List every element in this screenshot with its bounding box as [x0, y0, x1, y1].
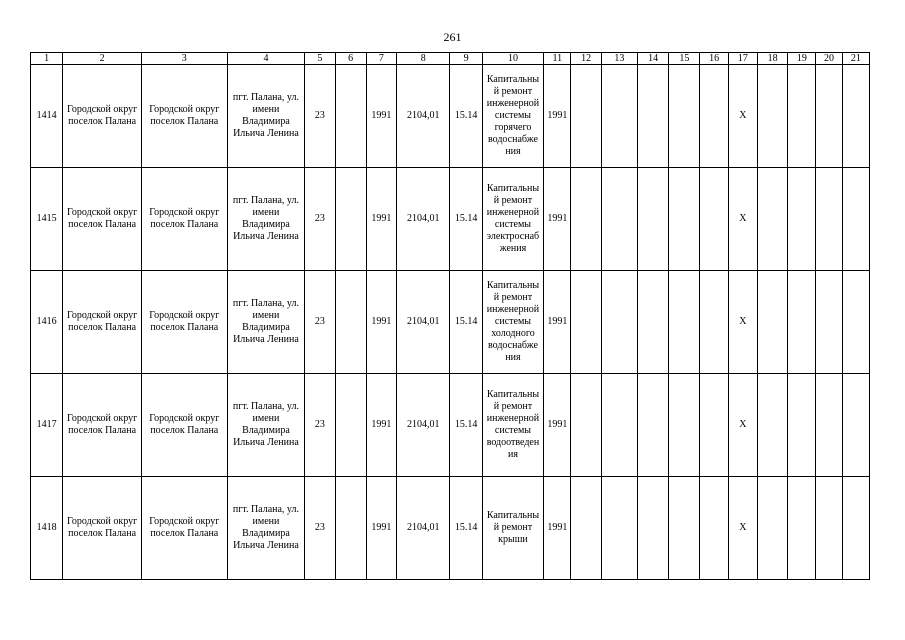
empty-cell — [816, 374, 842, 477]
empty-cell — [700, 168, 728, 271]
empty-cell — [571, 477, 601, 580]
column-header: 4 — [227, 53, 305, 65]
value-cell: 15.14 — [450, 65, 482, 168]
work-type-cell: Капитальны й ремонт инженерной системы водоотведен ия — [482, 374, 544, 477]
empty-cell — [669, 374, 700, 477]
column-header: 15 — [669, 53, 700, 65]
cell — [335, 271, 366, 374]
column-header: 9 — [450, 53, 482, 65]
year-cell: 1991 — [366, 168, 396, 271]
column-header: 7 — [366, 53, 396, 65]
empty-cell — [816, 65, 842, 168]
municipality-cell: Городской округ поселок Палана — [63, 477, 142, 580]
column-header: 19 — [788, 53, 816, 65]
empty-cell — [700, 477, 728, 580]
column-header: 14 — [637, 53, 668, 65]
column-header: 1 — [31, 53, 63, 65]
year-cell: 1991 — [366, 477, 396, 580]
empty-cell — [637, 168, 668, 271]
address-cell: пгт. Палана, ул. имени Владимира Ильича Ленина — [227, 374, 305, 477]
mark-cell: Х — [728, 271, 757, 374]
year-cell: 1991 — [366, 65, 396, 168]
municipality-cell: Городской округ поселок Палана — [63, 271, 142, 374]
cell — [335, 374, 366, 477]
column-header: 18 — [757, 53, 787, 65]
year-cell: 1991 — [366, 271, 396, 374]
empty-cell — [571, 374, 601, 477]
mark-cell: Х — [728, 65, 757, 168]
address-cell: пгт. Палана, ул. имени Владимира Ильича Ленина — [227, 168, 305, 271]
empty-cell — [788, 65, 816, 168]
column-header: 21 — [842, 53, 869, 65]
page-number: 261 — [443, 30, 462, 44]
empty-cell — [842, 477, 869, 580]
work-type-cell: Капитальны й ремонт инженерной системы горячего водоснабже ния — [482, 65, 544, 168]
value-cell: 15.14 — [450, 168, 482, 271]
address-cell: пгт. Палана, ул. имени Владимира Ильича Ленина — [227, 271, 305, 374]
mark-cell: Х — [728, 477, 757, 580]
empty-cell — [700, 271, 728, 374]
address-cell: пгт. Палана, ул. имени Владимира Ильича Ленина — [227, 65, 305, 168]
empty-cell — [571, 65, 601, 168]
empty-cell — [637, 477, 668, 580]
value-cell: 15.14 — [450, 477, 482, 580]
empty-cell — [601, 168, 637, 271]
column-header: 8 — [397, 53, 450, 65]
empty-cell — [788, 271, 816, 374]
empty-cell — [842, 374, 869, 477]
empty-cell — [669, 168, 700, 271]
empty-cell — [601, 271, 637, 374]
empty-cell — [757, 374, 787, 477]
cell — [335, 65, 366, 168]
value-cell: 15.14 — [450, 271, 482, 374]
column-header: 3 — [141, 53, 227, 65]
empty-cell — [816, 477, 842, 580]
empty-cell — [700, 65, 728, 168]
empty-cell — [669, 65, 700, 168]
year-cell: 1991 — [544, 374, 571, 477]
column-header: 5 — [305, 53, 335, 65]
empty-cell — [637, 271, 668, 374]
empty-cell — [669, 271, 700, 374]
address-cell: пгт. Палана, ул. имени Владимира Ильича Ленина — [227, 477, 305, 580]
area-cell: 2104,01 — [397, 271, 450, 374]
table-row — [31, 477, 870, 580]
cell — [335, 477, 366, 580]
column-header: 6 — [335, 53, 366, 65]
empty-cell — [842, 65, 869, 168]
table-row — [31, 168, 870, 271]
area-cell: 2104,01 — [397, 374, 450, 477]
municipality-cell: Городской округ поселок Палана — [63, 65, 142, 168]
work-type-cell: Капитальны й ремонт крыши — [482, 477, 544, 580]
year-cell: 1991 — [544, 477, 571, 580]
year-cell: 1991 — [366, 374, 396, 477]
column-header: 10 — [482, 53, 544, 65]
municipality-cell: Городской округ поселок Палана — [63, 168, 142, 271]
empty-cell — [816, 168, 842, 271]
area-cell: 2104,01 — [397, 477, 450, 580]
work-type-cell: Капитальны й ремонт инженерной системы электроснаб жения — [482, 168, 544, 271]
column-header: 20 — [816, 53, 842, 65]
value-cell: 15.14 — [450, 374, 482, 477]
row-number-cell: 1415 — [31, 168, 63, 271]
empty-cell — [788, 477, 816, 580]
house-number-cell: 23 — [305, 271, 335, 374]
empty-cell — [788, 168, 816, 271]
empty-cell — [757, 477, 787, 580]
settlement-cell: Городской округ поселок Палана — [141, 374, 227, 477]
year-cell: 1991 — [544, 65, 571, 168]
empty-cell — [637, 374, 668, 477]
table-row — [31, 65, 870, 168]
table-row — [31, 374, 870, 477]
column-header: 11 — [544, 53, 571, 65]
settlement-cell: Городской округ поселок Палана — [141, 65, 227, 168]
empty-cell — [757, 168, 787, 271]
cell — [335, 168, 366, 271]
settlement-cell: Городской округ поселок Палана — [141, 477, 227, 580]
empty-cell — [601, 65, 637, 168]
row-number-cell: 1418 — [31, 477, 63, 580]
mark-cell: Х — [728, 168, 757, 271]
mark-cell: Х — [728, 374, 757, 477]
empty-cell — [601, 374, 637, 477]
empty-cell — [700, 374, 728, 477]
column-header: 12 — [571, 53, 601, 65]
table-row — [31, 271, 870, 374]
column-header: 17 — [728, 53, 757, 65]
empty-cell — [637, 65, 668, 168]
column-number-row — [31, 53, 870, 65]
area-cell: 2104,01 — [397, 65, 450, 168]
year-cell: 1991 — [544, 168, 571, 271]
column-header: 13 — [601, 53, 637, 65]
house-number-cell: 23 — [305, 374, 335, 477]
column-header: 2 — [63, 53, 142, 65]
house-number-cell: 23 — [305, 477, 335, 580]
empty-cell — [788, 374, 816, 477]
year-cell: 1991 — [544, 271, 571, 374]
empty-cell — [842, 168, 869, 271]
row-number-cell: 1414 — [31, 65, 63, 168]
empty-cell — [816, 271, 842, 374]
empty-cell — [757, 65, 787, 168]
row-number-cell: 1416 — [31, 271, 63, 374]
empty-cell — [571, 271, 601, 374]
empty-cell — [601, 477, 637, 580]
empty-cell — [842, 271, 869, 374]
house-number-cell: 23 — [305, 168, 335, 271]
settlement-cell: Городской округ поселок Палана — [141, 271, 227, 374]
empty-cell — [757, 271, 787, 374]
table-body — [31, 65, 870, 580]
empty-cell — [669, 477, 700, 580]
register-table — [30, 52, 870, 580]
area-cell: 2104,01 — [397, 168, 450, 271]
empty-cell — [571, 168, 601, 271]
row-number-cell: 1417 — [31, 374, 63, 477]
column-header: 16 — [700, 53, 728, 65]
municipality-cell: Городской округ поселок Палана — [63, 374, 142, 477]
work-type-cell: Капитальны й ремонт инженерной системы холодного водоснабже ния — [482, 271, 544, 374]
house-number-cell: 23 — [305, 65, 335, 168]
settlement-cell: Городской округ поселок Палана — [141, 168, 227, 271]
